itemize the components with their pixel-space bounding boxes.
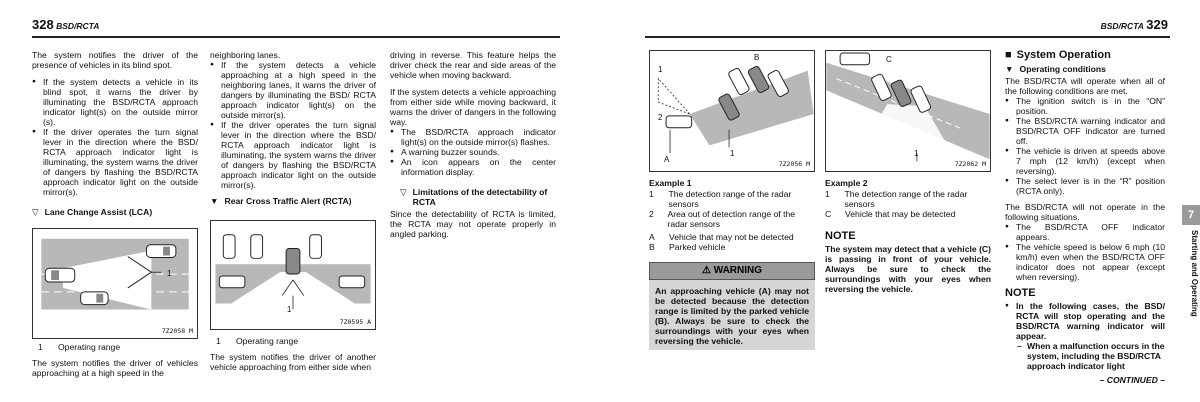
caption-text: Vehicle that may not be detected [669, 232, 794, 242]
list-item: ● The BSD/RCTA warning indicator and BSD/RCTA OFF indicator are turned off. [1005, 116, 1165, 146]
note-list [1005, 301, 1165, 341]
right-col-2 [825, 178, 991, 301]
parked-car-icon [223, 235, 321, 259]
example1-figure [649, 50, 815, 172]
car-icon [840, 53, 870, 65]
caption-row [649, 232, 815, 242]
rcta-figure [210, 220, 376, 330]
right-page-header [1100, 17, 1168, 32]
left-col-3 [390, 50, 556, 246]
figure-code: 7Z0595 A [339, 318, 371, 326]
note-text: The system may detect that a vehicle (C) is passing in front of your vehicle. Always be sure to check the surroundings with your eyes when reversing the vehicle. [825, 244, 991, 294]
list-item: ● The vehicle is driven at speeds above 7 mph (12 km/h) (except when reversing). [1005, 146, 1165, 176]
figure-code: 7Z2058 M [161, 327, 193, 335]
right-page [615, 0, 1200, 402]
lca-caption [38, 342, 198, 352]
caption-number: 1 [216, 336, 221, 346]
lca-bullets [210, 60, 376, 190]
rcta-bullets [390, 127, 556, 177]
system-operation-heading [1005, 50, 1165, 60]
caption-text: Parked vehicle [669, 242, 726, 252]
list-item: ● The BSD/RCTA approach indicator light(s) on the outside mirror(s) flashes. [390, 127, 556, 147]
note-dash-text: When a malfunction occurs in the system, including the BSD/RCTA approach indicator light [1027, 341, 1165, 371]
warning-title-text: WARNING [713, 265, 763, 276]
warning-triangle-icon: ⚠ [701, 265, 711, 276]
note-dash-item: – When a malfunction occurs in the system, including the BSD/RCTA approach indicator light [1017, 341, 1165, 371]
left-col-1 [32, 50, 198, 225]
example1-label-a: A [664, 155, 670, 164]
caption-number: 1 [649, 189, 654, 199]
left-header-rule [32, 36, 560, 38]
lca-diagram [33, 229, 197, 338]
caption-number: 1 [38, 342, 43, 352]
right-page-number: 329 [1146, 17, 1168, 32]
lca-figure-label-1: 1 [167, 269, 172, 278]
caption-text: The detection range of the radar sensors [668, 189, 792, 209]
filled-triangle-icon: ▼ [210, 196, 219, 206]
example1-captions [649, 189, 815, 252]
left-col-2 [210, 50, 376, 214]
limitations-heading [400, 187, 556, 207]
caption-row [649, 209, 815, 229]
limitations-text: Since the detectability of RCTA is limited, the RCTA may not operate properly in angled parking. [390, 209, 556, 239]
caption-text: The detection range of the radar sensors [844, 189, 968, 209]
car-icon [219, 276, 245, 288]
lca-heading [32, 207, 198, 217]
example1-label-2: 2 [658, 113, 663, 122]
note-title: NOTE [1005, 287, 1036, 299]
not-operate-intro: The BSD/RCTA will not operate in the following situations. [1005, 202, 1165, 222]
left-section-title: BSD/RCTA [56, 21, 100, 31]
conditions-heading-text: Operating conditions [1019, 64, 1106, 74]
open-triangle-icon: ▽ [400, 187, 407, 197]
right-col-3 [1005, 50, 1165, 385]
caption-number: C [825, 209, 832, 219]
caption-text: Operating range [236, 336, 299, 346]
figure-code: 7Z2056 M [778, 160, 810, 168]
warning-text: An approaching vehicle (A) may not be detected because the detection range is limited by the parked vehicle (B). Always be sure to check the surroundings with your eyes when reversing the vehicle. [655, 286, 809, 346]
continued-label: – CONTINUED – [1099, 375, 1165, 385]
caption-row [649, 189, 815, 209]
rcta-intro: driving in reverse. This feature helps the driver check the rear and side areas of the vehicle when moving backward. [390, 50, 556, 80]
example1-label-b: B [754, 53, 760, 62]
list-item: ● In the following cases, the BSD/ RCTA will stop operating and the BSD/RCTA warning indicator will appear. [1005, 301, 1165, 341]
list-item: ● If the system detects a vehicle approaching at a high speed in the neighboring lanes, it warns the driver of dangers by illuminating the BSD/ RCTA approach indicator light(s) on the outside mirror(s). [210, 60, 376, 120]
lca-continued: neighboring lanes. [210, 50, 281, 60]
square-bullet-icon: ■ [1005, 49, 1012, 61]
example1-title: Example 1 [649, 178, 692, 188]
rcta-figure-label-1: 1 [287, 305, 292, 314]
conditions-heading [1005, 64, 1165, 74]
warning-box [649, 262, 815, 350]
right-section-title: BSD/RCTA [1100, 21, 1144, 31]
list-item: ● The select lever is in the “R” position (RCTA only). [1005, 176, 1165, 196]
example2-diagram [826, 51, 990, 171]
lca-outro: The system notifies the driver of vehicles approaching at a high speed in the [32, 358, 198, 378]
car-icon [666, 116, 692, 128]
open-triangle-icon: ▽ [32, 207, 39, 217]
left-col-1-bottom [32, 342, 198, 385]
caption-number: B [649, 242, 655, 252]
rcta-heading [210, 196, 376, 206]
rcta-caption [216, 336, 376, 346]
car-icon [81, 292, 108, 305]
caption-number: A [649, 232, 655, 242]
list-item: ● A warning buzzer sounds. [390, 147, 556, 157]
caption-number: 2 [649, 209, 654, 219]
chapter-tab: 7 [1182, 205, 1200, 225]
lca-heading-text: Lane Change Assist (LCA) [44, 207, 153, 217]
limitations-heading-text: Limitations of the detectability of RCTA [412, 187, 548, 207]
list-item: ● The BSD/RCTA OFF indicator appears. [1005, 222, 1165, 242]
car-icon [339, 276, 365, 288]
list-item: ● If the driver operates the turn signal lever in the direction where the BSD/ RCTA approach indicator light is illuminating, the system warns the driver of dangers by flashing the BSD/RCTA approach indicator light on the outside mirror(s). [32, 127, 198, 197]
lca-figure [32, 228, 198, 339]
rcta-heading-text: Rear Cross Traffic Alert (RCTA) [224, 196, 352, 206]
caption-row [825, 209, 991, 219]
right-header-rule [645, 36, 1170, 38]
caption-text: Vehicle that may be detected [845, 209, 956, 219]
example1-label-1: 1 [658, 65, 663, 74]
example2-figure [825, 50, 991, 172]
left-page-header [32, 17, 100, 32]
caption-number: 1 [825, 189, 830, 199]
caption-row [825, 189, 991, 209]
caption-text: Area out of detection range of the radar sensors [667, 209, 796, 229]
car-icon [146, 245, 175, 258]
filled-triangle-icon: ▼ [1005, 64, 1014, 74]
conditions-intro: The BSD/RCTA will operate when all of the following conditions are met. [1005, 76, 1165, 96]
list-item: ● If the system detects a vehicle in its blind spot, it warns the driver by illuminating the BSD/RCTA approach indicator light(s) on the outside mirror (s). [32, 77, 198, 127]
not-operate-list [1005, 222, 1165, 282]
list-item: ● If the driver operates the turn signal lever in the direction where the BSD/ RCTA approach indicator light is illuminating, the system warns the driver of dangers by flashing the BSD/RCTA approach indicator light on the outside mirror(s). [210, 120, 376, 190]
system-operation-heading-text: System Operation [1016, 49, 1111, 61]
example2-label-c: C [886, 55, 892, 64]
rcta-para: If the system detects a vehicle approaching from either side while moving backward, it warns the driver of dangers in the following way. [390, 87, 556, 127]
rcta-outro: The system notifies the driver of another vehicle approaching from either side when [210, 352, 376, 372]
left-col-2-bottom [210, 336, 376, 379]
list-item: ● The vehicle speed is below 6 mph (10 km/h) even when the BSD/RCTA OFF indicator does not appear (except when reversing). [1005, 242, 1165, 282]
bsd-bullets [32, 77, 198, 197]
example1-label-1b: 1 [730, 149, 735, 158]
example2-title: Example 2 [825, 178, 868, 188]
example2-label-1: 1 [914, 149, 919, 158]
left-page [0, 0, 585, 402]
chapter-tab-label: Starting and Operating [1190, 230, 1199, 317]
car-icon [45, 268, 74, 282]
car-icon [286, 248, 300, 274]
bsd-intro: The system notifies the driver of the presence of vehicles in its blind spot. [32, 50, 198, 70]
caption-row [649, 242, 815, 252]
rcta-diagram [211, 221, 375, 329]
warning-title [649, 262, 815, 280]
list-item: ● An icon appears on the center information display. [390, 157, 556, 177]
list-item: ● The ignition switch is in the “ON” position. [1005, 96, 1165, 116]
note-title: NOTE [825, 230, 856, 242]
left-page-number: 328 [32, 17, 54, 32]
conditions-list [1005, 96, 1165, 196]
right-col-1 [649, 178, 815, 350]
figure-code: 7Z2062 M [954, 160, 986, 168]
caption-text: Operating range [58, 342, 121, 352]
